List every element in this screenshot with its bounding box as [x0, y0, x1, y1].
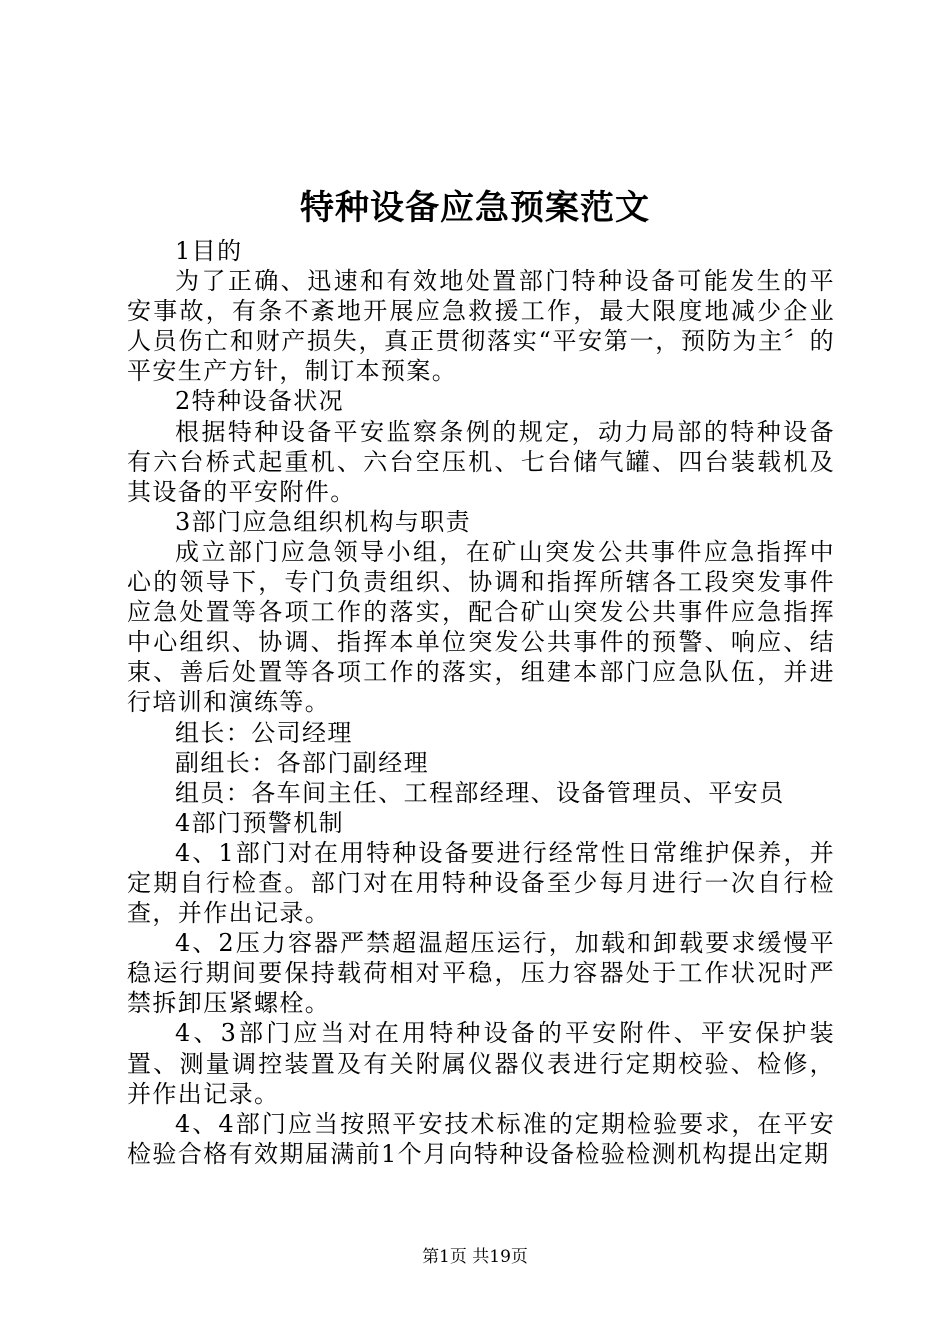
- paragraph: 副组长：各部门副经理: [175, 748, 429, 777]
- page-footer: 第1页 共19页: [422, 1247, 528, 1267]
- page-title: 特种设备应急预案范文: [300, 188, 650, 228]
- paragraph: 成立部门应急领导小组，在矿山突发公共事件应急指挥中心的领导下，专门负责组织、协调和指挥所辖各工段突发事件应急处置等各项工作的落实，配合矿山突发公共事件应急指挥中心组织、协调、指挥本单位突发公共事件的预警、响应、结束、善后处置等各项工作的落实，组建本部门应急队伍，并进行培训和演练等。: [127, 537, 835, 717]
- paragraph: 组员：各车间主任、工程部经理、设备管理员、平安员: [175, 778, 785, 807]
- paragraph: 根据特种设备平安监察条例的规定，动力局部的特种设备有六台桥式起重机、六台空压机、七台储气罐、四台装载机及其设备的平安附件。: [127, 417, 835, 506]
- paragraph: 4、2压力容器严禁超温超压运行，加载和卸载要求缓慢平稳运行期间要保持载荷相对平稳，压力容器处于工作状况时严禁拆卸压紧螺栓。: [127, 929, 835, 1018]
- paragraph: 4、1部门对在用特种设备要进行经常性日常维护保养，并定期自行检查。部门对在用特种设备至少每月进行一次自行检查，并作出记录。: [127, 838, 835, 928]
- paragraph: 2特种设备状况: [175, 387, 345, 416]
- paragraph: 组长：公司经理: [175, 718, 353, 747]
- paragraph: 4部门预警机制: [175, 808, 345, 837]
- paragraph: 为了正确、迅速和有效地处置部门特种设备可能发生的平安事故，有条不紊地开展应急救援工作，最大限度地减少企业人员伤亡和财产损失，真正贯彻落实“平安第一，预防为主〞的平安生产方针，制订本预案。: [127, 267, 835, 386]
- paragraph: 3部门应急组织机构与职责: [175, 507, 472, 536]
- paragraph: 4、3部门应当对在用特种设备的平安附件、平安保护装置、测量调控装置及有关附属仪器仪表进行定期校验、检修，并作出记录。: [127, 1019, 835, 1108]
- paragraph: 4、4部门应当按照平安技术标准的定期检验要求，在平安检验合格有效期届满前1个月向特种设备检验检测机构提出定期: [127, 1109, 835, 1168]
- document-body: [127, 236, 835, 1169]
- paragraph: 1目的: [175, 237, 243, 265]
